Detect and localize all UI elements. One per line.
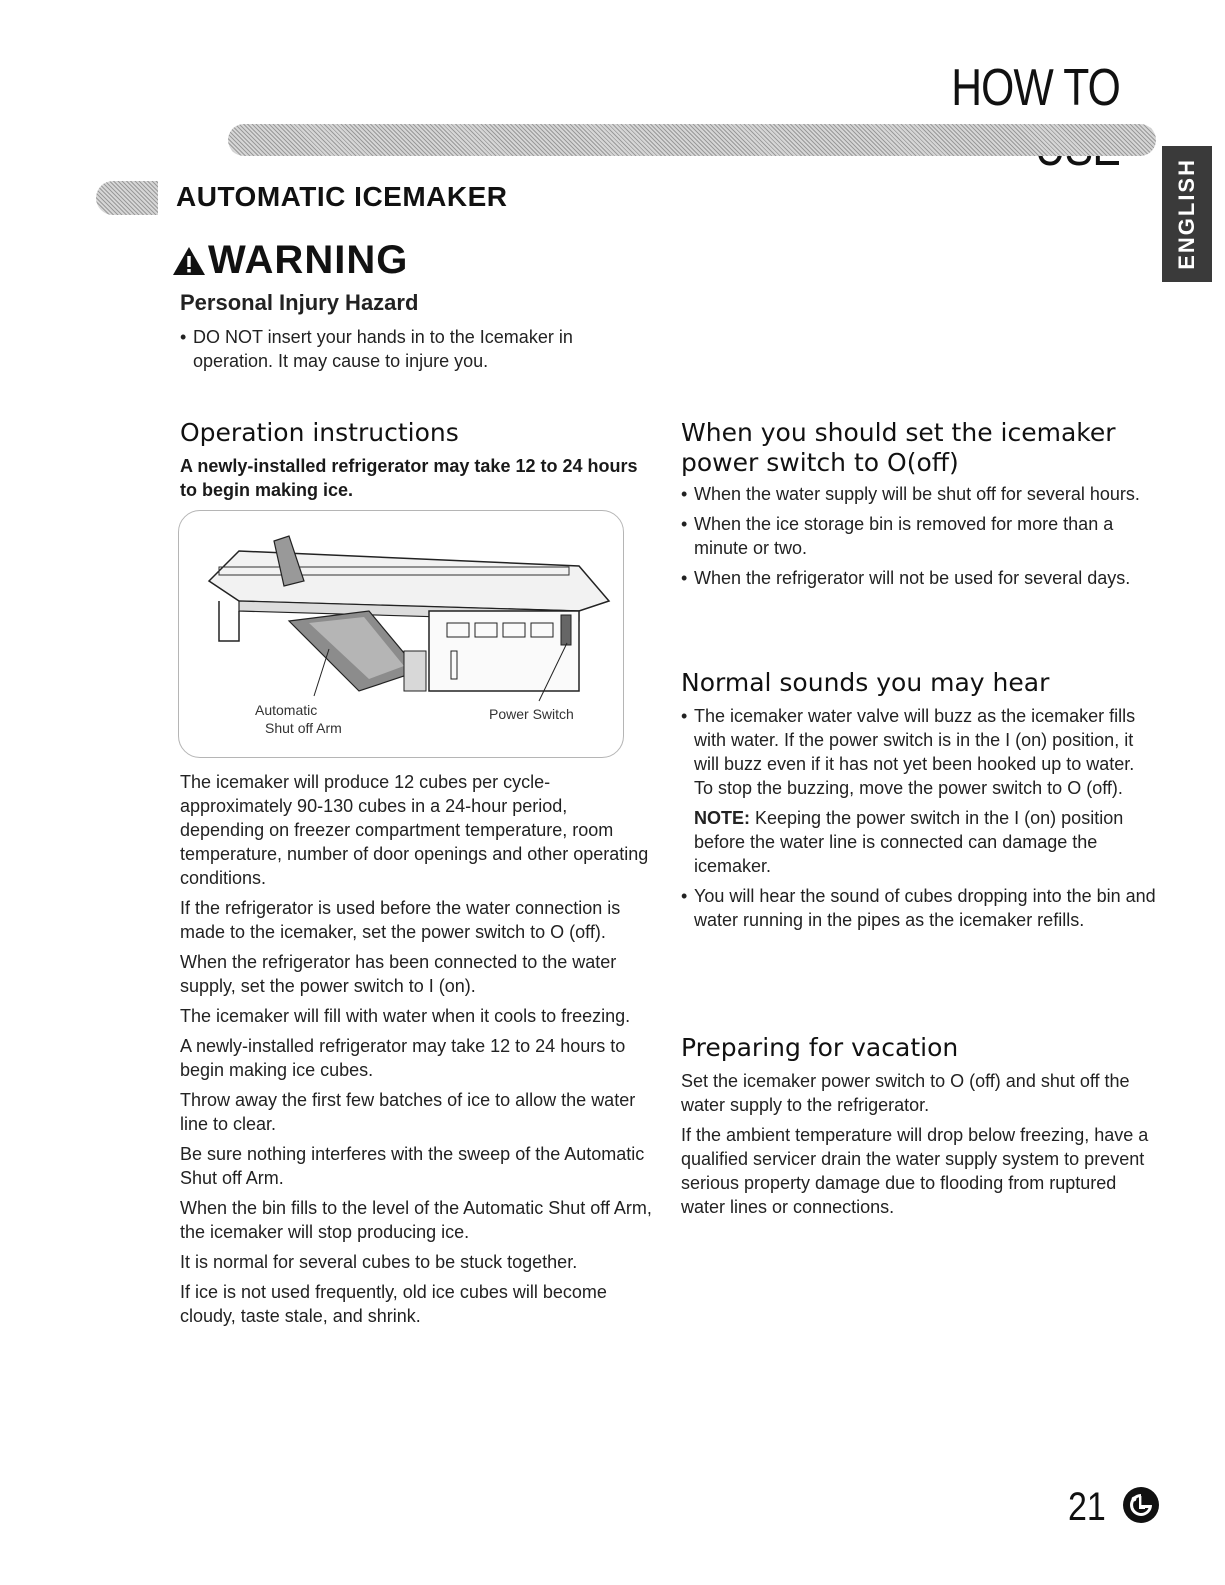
operation-paragraph: Throw away the first few batches of ice to allow the water line to clear. xyxy=(180,1090,636,1134)
operation-paragraph: When the bin fills to the level of the Automatic Shut off Arm, the icemaker will stop producing ice. xyxy=(180,1198,652,1242)
normal-sounds-bullet xyxy=(681,704,1161,878)
section-marker xyxy=(96,181,158,215)
operation-title: Operation instructions xyxy=(180,418,459,447)
warning-title: WARNING xyxy=(208,238,409,282)
figure-label-power-switch: Power Switch xyxy=(489,706,574,722)
when-switch-bullet: • When the ice storage bin is removed for more than a minute or two. xyxy=(681,512,1151,560)
operation-paragraph: When the refrigerator has been connected to the water supply, set the power switch to I (on). xyxy=(180,952,617,996)
note-text: Keeping the power switch in the I (on) position before the water line is connected can damage the icemaker. xyxy=(694,808,1124,876)
normal-sounds-bullet: • You will hear the sound of cubes dropping into the bin and water running in the pipes as the icemaker refills. xyxy=(681,884,1161,932)
when-switch-list xyxy=(681,482,1151,596)
operation-subtitle: A newly-installed refrigerator may take 12 to 24 hours to begin making ice. xyxy=(180,456,638,500)
section-title: AUTOMATIC ICEMAKER xyxy=(176,181,508,212)
when-switch-bullet: • When the water supply will be shut off for several hours. xyxy=(681,482,1151,506)
when-switch-title: When you should set the icemaker power switch to O(off) xyxy=(681,418,1116,477)
operation-paragraph: The icemaker will fill with water when it cools to freezing. xyxy=(180,1006,631,1026)
hazard-text xyxy=(180,325,640,379)
normal-sounds-bullet-extra: To stop the buzzing, move the power switch to O (off). xyxy=(694,778,1123,798)
vacation-paragraph: Set the icemaker power switch to O (off) and shut off the water supply to the refrigerator. xyxy=(681,1071,1130,1115)
normal-sounds-title: Normal sounds you may hear xyxy=(681,668,1050,697)
header-bar xyxy=(228,124,1156,156)
warning-heading xyxy=(172,238,408,283)
operation-paragraph: A newly-installed refrigerator may take 12 to 24 hours to begin making ice cubes. xyxy=(180,1036,626,1080)
page-header-title: HOW TO xyxy=(951,59,1120,117)
operation-paragraph: It is normal for several cubes to be stuck together. xyxy=(180,1252,578,1272)
operation-paragraph: If ice is not used frequently, old ice cubes will become cloudy, taste stale, and shrink. xyxy=(180,1282,607,1326)
when-switch-bullet: • When the refrigerator will not be used for several days. xyxy=(681,566,1151,590)
hazard-bullet: • DO NOT insert your hands in to the Icemaker in operation. It may cause to injure you. xyxy=(180,325,640,373)
note-label: NOTE: xyxy=(694,808,750,828)
operation-paragraph: The icemaker will produce 12 cubes per cycle-approximately 90-130 cubes in a 24-hour period, depending on freezer compartment temperature, room temperature, number of door openings and other operating conditions. xyxy=(180,772,649,888)
language-tab-label: ENGLISH xyxy=(1174,158,1199,270)
language-tab xyxy=(1162,146,1212,282)
hazard-title: Personal Injury Hazard xyxy=(180,290,419,315)
warning-icon xyxy=(172,246,206,276)
normal-sounds-list xyxy=(681,704,1161,938)
operation-paragraph: If the refrigerator is used before the water connection is made to the icemaker, set the power switch to O (off). xyxy=(180,898,621,942)
page-number: 21 xyxy=(1068,1485,1106,1529)
vacation-body xyxy=(681,1069,1151,1225)
lg-logo-icon xyxy=(1122,1486,1160,1524)
icemaker-illustration xyxy=(179,511,623,757)
icemaker-figure xyxy=(178,510,624,758)
vacation-paragraph: If the ambient temperature will drop below freezing, have a qualified servicer drain the water supply system to prevent serious property damage due to flooding from ruptured water lines or connections. xyxy=(681,1125,1149,1217)
vacation-title: Preparing for vacation xyxy=(681,1033,959,1062)
note xyxy=(694,806,1161,878)
figure-label-arm: Automatic Shut off Arm xyxy=(255,702,342,736)
operation-body xyxy=(180,770,655,1334)
normal-sounds-bullet-text: The icemaker water valve will buzz as the icemaker fills with water. If the power switch is in the I (on) position, it will buzz even if it has not yet been hooked up to water. xyxy=(694,706,1136,774)
operation-paragraph: Be sure nothing interferes with the sweep of the Automatic Shut off Arm. xyxy=(180,1144,645,1188)
